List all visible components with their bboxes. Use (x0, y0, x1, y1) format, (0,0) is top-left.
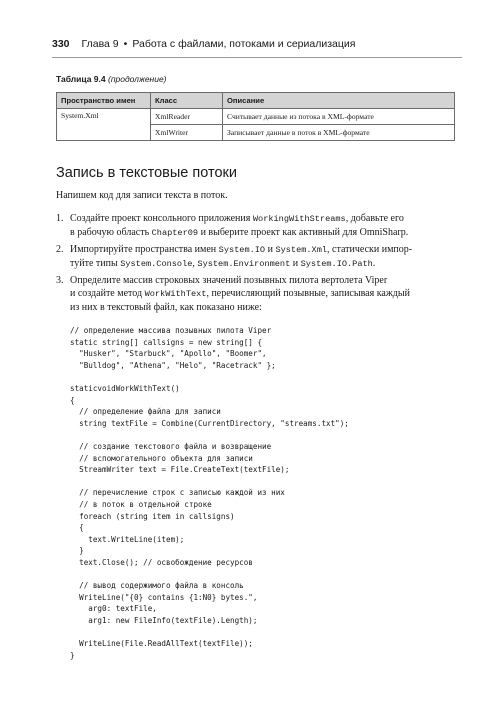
chapter-label: Глава 9 (81, 38, 119, 50)
code-line: StreamWriter text = File.CreateText(textFile); (70, 465, 290, 475)
step-text (70, 274, 460, 314)
table-cell: System.Xml (57, 109, 151, 141)
code-line (70, 568, 349, 580)
code-line: "Husker", "Starbuck", "Apollo", "Boomer", (70, 349, 267, 359)
code-line: // определение файла для записи (70, 407, 221, 417)
table-cell: XmlWriter (151, 125, 223, 141)
inline-code: System.Xml (275, 245, 328, 255)
table-caption-number: Таблица 9.4 (56, 74, 106, 84)
step-text-run: из них в текстовый файл, как показано ниже: (70, 302, 262, 313)
table-cell: Записывает данные в поток в XML-формате (223, 125, 455, 141)
table-cell: Считывает данные из потока в XML-формате (223, 109, 455, 125)
inline-code: System.IO (218, 245, 266, 255)
code-line (70, 429, 349, 441)
step-line (70, 243, 460, 257)
code-line: // вспомогательного объекта для записи (70, 453, 253, 463)
step-number: 3. (56, 275, 64, 286)
step-line (70, 287, 460, 301)
code-line: // определение массива позывных пилота Viper (70, 326, 272, 335)
step-text-run: , добавьте его (345, 213, 404, 224)
step-number: 1. (56, 213, 64, 224)
code-line: { (70, 395, 75, 405)
step-text-run: , перечисляющий позывные, записывая каждый (206, 288, 410, 299)
step-text (70, 212, 460, 240)
inline-code: System.IO.Path (300, 259, 373, 269)
chapter-title: Работа с файлами, потоками и сериализация (132, 38, 356, 50)
code-line: // создание текстового файла и возвращение (70, 441, 272, 451)
code-line: foreach (string item in callsigns) (70, 511, 235, 521)
intro-paragraph: Напишем код для записи текста в поток. (56, 190, 228, 201)
table-row (57, 109, 455, 125)
table-caption (56, 74, 167, 84)
step-text-run: туйте типы (70, 258, 121, 269)
step-line (70, 301, 460, 314)
code-line: string textFile = Combine(CurrentDirectory, "streams.txt"); (70, 418, 349, 428)
step-line (70, 212, 460, 226)
code-line: // в поток в отдельной строке (70, 499, 212, 509)
step-number: 2. (56, 244, 64, 255)
step-text-run: Определите массив строковых значений позывных пилота вертолета Viper (70, 275, 388, 286)
header-separator: • (123, 38, 128, 50)
step-text-run: , статически импор- (327, 244, 413, 255)
namespace-table (56, 92, 455, 141)
header-rule (52, 57, 462, 58)
table-header-cell: Класс (151, 93, 223, 109)
code-line (70, 371, 349, 383)
inline-code: System.Environment (197, 259, 291, 269)
step-text-run: и (290, 258, 301, 269)
table-caption-note: (продолжение) (107, 74, 167, 84)
inline-code: Chapter09 (151, 228, 199, 238)
code-line (70, 626, 349, 638)
step-text-run: и выберите проект как активный для OmniSharp. (198, 227, 409, 238)
step-line (70, 257, 460, 271)
step-line (70, 226, 460, 240)
section-heading: Запись в текстовые потоки (56, 165, 237, 181)
table-header-cell: Описание (223, 93, 455, 109)
code-line: arg1: new FileInfo(textFile).Length); (70, 615, 258, 625)
code-line: text.WriteLine(item); (70, 534, 185, 544)
page-number: 330 (52, 38, 70, 50)
inline-code: WorkingWithStreams (252, 214, 346, 224)
code-line: { (70, 523, 84, 533)
inline-code: WorkWithText (144, 289, 207, 299)
code-line: static string[] callsigns = new string[] { (70, 337, 263, 347)
inline-code: System.Console (120, 259, 193, 269)
code-line: WriteLine(File.ReadAllText(textFile)); (70, 639, 253, 649)
code-line: text.Close(); // освобождение ресурсов (70, 557, 253, 567)
step-text-run: и создайте метод (70, 288, 145, 299)
table-cell: XmlReader (151, 109, 223, 125)
code-line: } (70, 650, 75, 660)
step-text-run: , (192, 258, 198, 269)
code-line: } (70, 546, 84, 556)
code-line: // вывод содержимого файла в консоль (70, 581, 244, 591)
code-line: arg0: textFile, (70, 604, 157, 614)
step-text-run: и (265, 244, 276, 255)
code-line: staticvoidWorkWithText() (70, 383, 180, 393)
step-line (70, 274, 460, 287)
code-line: WriteLine("{0} contains {1:N0} bytes.", (70, 592, 258, 602)
code-line: // перечисление строк с записью каждой из них (70, 488, 285, 498)
step-text-run: Создайте проект консольного приложения (70, 213, 253, 224)
code-line (70, 476, 349, 488)
code-line: "Bulldog", "Athena", "Helo", "Racetrack" }; (70, 360, 276, 370)
step-text-run: в рабочую область (70, 227, 152, 238)
table-header-cell: Пространство имен (57, 93, 151, 109)
step-text (70, 243, 460, 271)
table-header-row (57, 93, 455, 109)
step-text-run: . (372, 258, 376, 269)
page-header (52, 38, 462, 54)
step-text-run: Импортируйте пространства имен (70, 244, 219, 255)
code-listing (70, 325, 349, 661)
